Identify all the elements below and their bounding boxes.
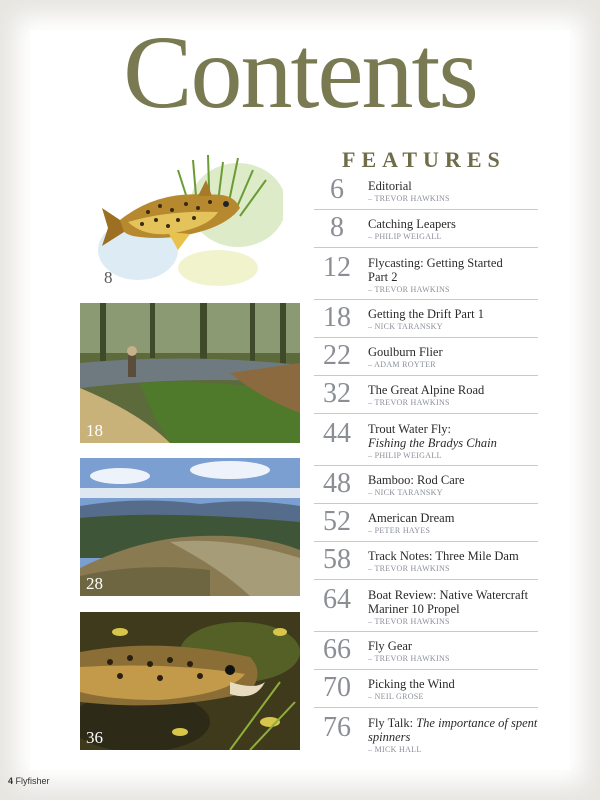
entry-author: – PETER HAYES bbox=[368, 526, 431, 535]
entry-page-number: 8 bbox=[330, 212, 344, 243]
entry-title bbox=[368, 716, 538, 744]
entry-title-line1: Trout Water Fly: bbox=[368, 422, 452, 436]
entry-title-line2: Fishing the Bradys Chain bbox=[368, 436, 497, 450]
contents-entry[interactable] bbox=[314, 248, 538, 300]
entry-author: – PHILIP WEIGALL bbox=[368, 232, 442, 241]
entry-author: – MICK HALL bbox=[368, 745, 422, 754]
contents-entry[interactable] bbox=[314, 670, 538, 708]
entry-author: – TREVOR HAWKINS bbox=[368, 194, 450, 203]
contents-entry[interactable] bbox=[314, 466, 538, 504]
contents-entry[interactable] bbox=[314, 376, 538, 414]
entry-page-number: 44 bbox=[323, 418, 351, 449]
features-heading: FEATURES bbox=[342, 147, 506, 172]
entry-page-number: 32 bbox=[323, 378, 351, 409]
entry-author: – NICK TARANSKY bbox=[368, 322, 443, 331]
entry-title-prefix: Fly Talk: bbox=[368, 716, 417, 730]
entry-author: – TREVOR HAWKINS bbox=[368, 398, 450, 407]
entry-author: – TREVOR HAWKINS bbox=[368, 285, 450, 294]
photo-label: 36 bbox=[86, 728, 103, 747]
photo-label: 8 bbox=[104, 268, 113, 287]
contents-entry[interactable] bbox=[314, 580, 538, 632]
contents-list bbox=[314, 172, 538, 760]
entry-title-line2: spinners bbox=[368, 730, 411, 744]
contents-entry[interactable] bbox=[314, 300, 538, 338]
entry-title: Editorial bbox=[368, 179, 412, 193]
entry-page-number: 12 bbox=[323, 252, 351, 283]
entry-author: – NEIL GROSE bbox=[368, 692, 424, 701]
entry-title: American Dream bbox=[368, 511, 455, 525]
entry-title: Getting the Drift Part 1 bbox=[368, 307, 484, 321]
entry-title: Goulburn Flier bbox=[368, 345, 443, 359]
entry-title bbox=[368, 256, 538, 284]
contents-entry[interactable] bbox=[314, 504, 538, 542]
entry-title-italic: The importance of spent bbox=[416, 716, 538, 730]
alpine-landscape-image bbox=[80, 458, 300, 596]
entry-title: Track Notes: Three Mile Dam bbox=[368, 549, 519, 563]
contents-entry[interactable] bbox=[314, 542, 538, 580]
entry-title bbox=[368, 588, 538, 616]
entry-author: – TREVOR HAWKINS bbox=[368, 617, 450, 626]
footer-page-number: 4 bbox=[8, 776, 14, 786]
river-angler-image bbox=[80, 303, 300, 443]
contents-entry[interactable] bbox=[314, 210, 538, 248]
entry-page-number: 58 bbox=[323, 544, 351, 575]
contents-entry[interactable] bbox=[314, 172, 538, 210]
footer-magazine-name: Flyfisher bbox=[15, 776, 50, 786]
entry-title: Catching Leapers bbox=[368, 217, 456, 231]
photo-label: 28 bbox=[86, 574, 103, 593]
entry-page-number: 52 bbox=[323, 506, 351, 537]
contents-entry[interactable] bbox=[314, 632, 538, 670]
entry-author: – ADAM ROYTER bbox=[368, 360, 436, 369]
contents-entry[interactable] bbox=[314, 414, 538, 466]
entry-title-line2: Mariner 10 Propel bbox=[368, 602, 460, 616]
page-footer bbox=[8, 776, 50, 786]
entry-page-number: 64 bbox=[323, 584, 351, 615]
alpine-landscape-photo bbox=[80, 458, 300, 596]
underwater-trout-photo bbox=[80, 612, 300, 750]
contents-entry[interactable] bbox=[314, 338, 538, 376]
entry-title: The Great Alpine Road bbox=[368, 383, 485, 397]
entry-page-number: 6 bbox=[330, 174, 344, 205]
entry-page-number: 70 bbox=[323, 672, 351, 703]
entry-title-line1: Boat Review: Native Watercraft bbox=[368, 588, 529, 602]
contents-entry[interactable] bbox=[314, 708, 538, 760]
river-angler-photo bbox=[80, 303, 300, 443]
entry-title: Bamboo: Rod Care bbox=[368, 473, 465, 487]
entry-page-number: 48 bbox=[323, 468, 351, 499]
entry-author: – TREVOR HAWKINS bbox=[368, 654, 450, 663]
contents-heading: Contents bbox=[123, 15, 477, 130]
entry-page-number: 76 bbox=[323, 712, 351, 743]
underwater-trout-image bbox=[80, 612, 300, 750]
entry-title: Picking the Wind bbox=[368, 677, 455, 691]
entry-page-number: 22 bbox=[323, 340, 351, 371]
entry-title bbox=[368, 422, 538, 450]
entry-page-number: 18 bbox=[323, 302, 351, 333]
entry-author: – PHILIP WEIGALL bbox=[368, 451, 442, 460]
entry-title-line2: Part 2 bbox=[368, 270, 398, 284]
trout-illustration-art bbox=[98, 150, 283, 290]
entry-title: Fly Gear bbox=[368, 639, 413, 653]
entry-title-line1: Flycasting: Getting Started bbox=[368, 256, 503, 270]
photo-label: 18 bbox=[86, 421, 103, 440]
trout-illustration bbox=[98, 150, 283, 290]
entry-author: – TREVOR HAWKINS bbox=[368, 564, 450, 573]
entry-author: – NICK TARANSKY bbox=[368, 488, 443, 497]
entry-page-number: 66 bbox=[323, 634, 351, 665]
